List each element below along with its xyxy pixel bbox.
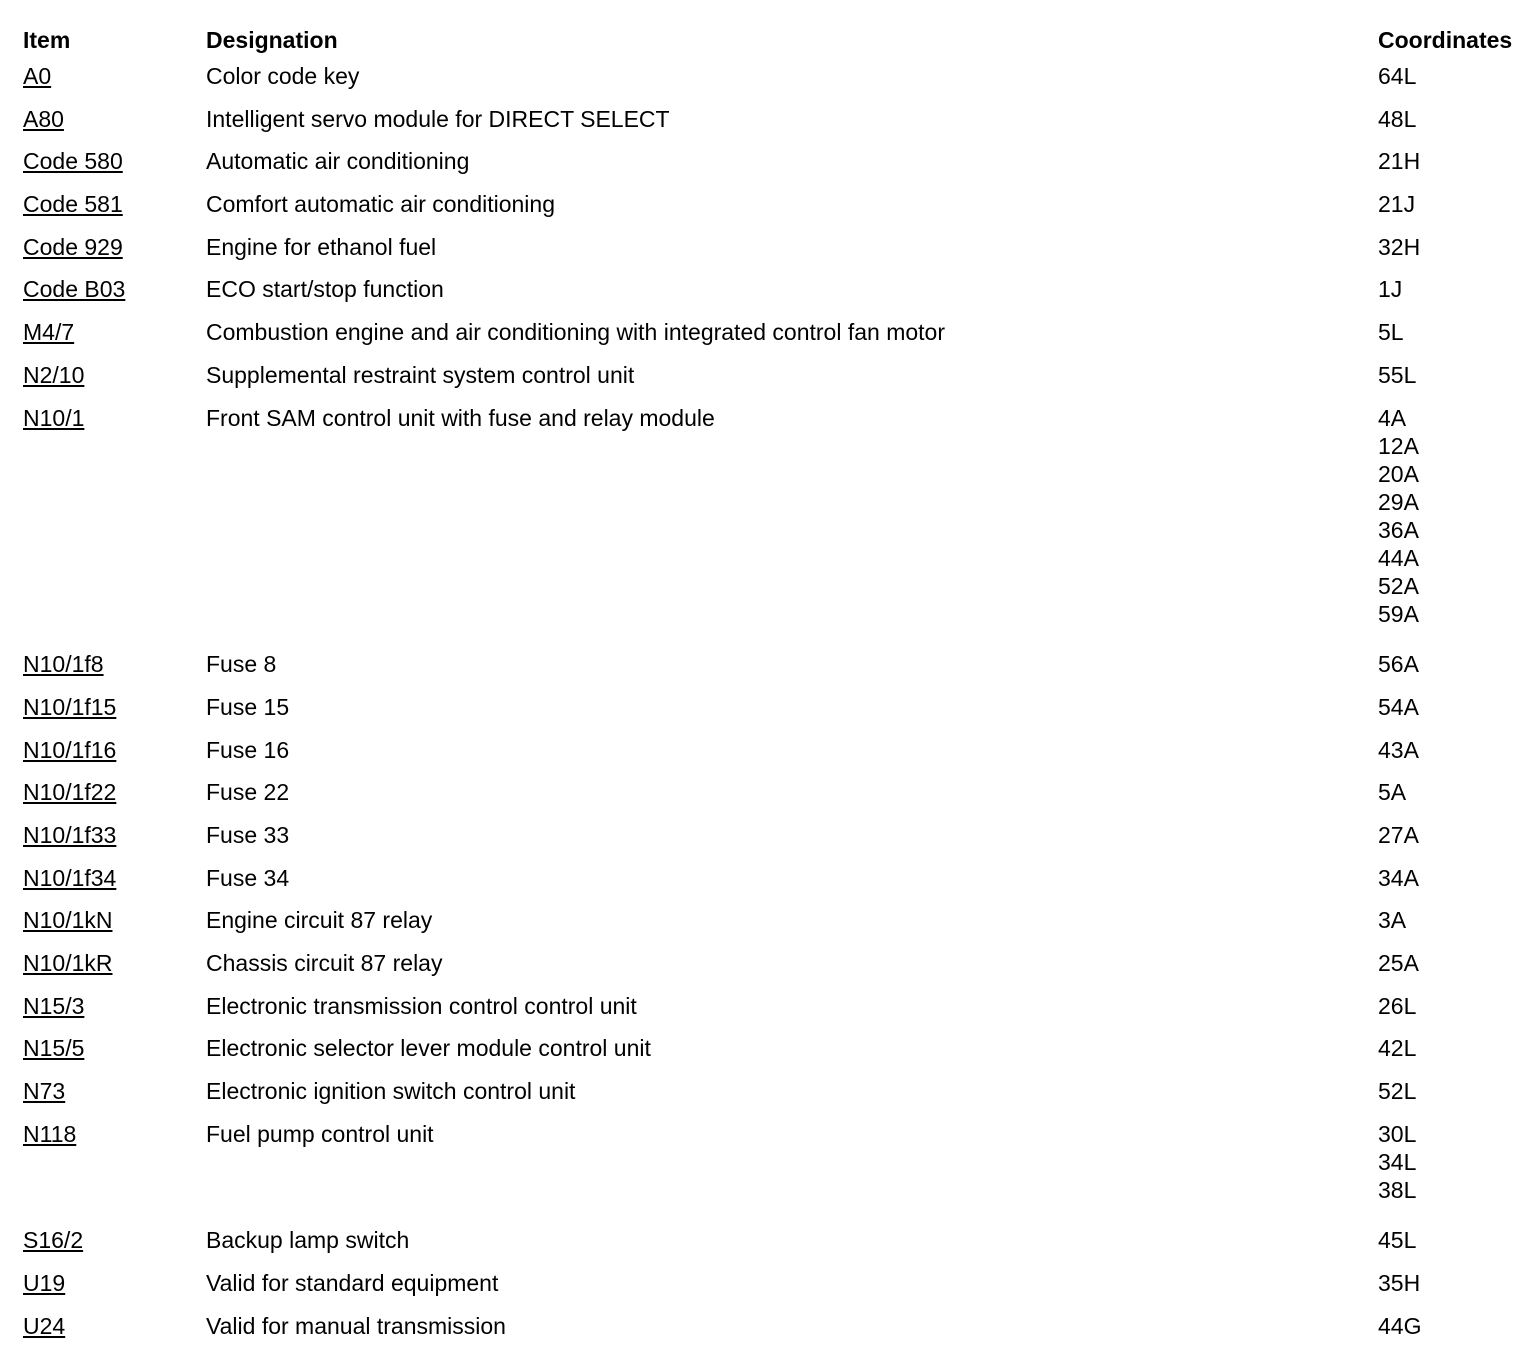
table-row (23, 186, 1528, 229)
designation-cell: ECO start/stop function (206, 276, 444, 303)
coordinate-value: 54A (1378, 693, 1419, 720)
item-cell (23, 864, 206, 892)
item-link[interactable]: Code B03 (23, 276, 126, 303)
designation-cell: Front SAM control unit with fuse and relay module (206, 404, 715, 431)
coordinate-value: 32H (1378, 233, 1421, 260)
table-row (23, 1308, 1528, 1351)
item-cell (23, 1269, 206, 1297)
designation-cell: Electronic ignition switch control unit (206, 1078, 576, 1105)
coordinates-cell (1378, 992, 1528, 1020)
table-row (23, 143, 1528, 186)
table-body (23, 58, 1528, 1351)
table-row (23, 1265, 1528, 1308)
coordinate-value: 1J (1378, 276, 1403, 303)
coordinates-cell (1378, 318, 1528, 346)
item-cell (23, 105, 206, 133)
designation-cell: Electronic transmission control control unit (206, 992, 637, 1019)
coordinate-value: 21J (1378, 191, 1416, 218)
item-cell (23, 233, 206, 261)
item-cell (23, 821, 206, 849)
item-cell (23, 1312, 206, 1340)
table-row (23, 689, 1528, 732)
designation-cell: Valid for manual transmission (206, 1312, 506, 1339)
item-cell (23, 1077, 206, 1105)
coordinate-value: 5A (1378, 779, 1407, 806)
item-link[interactable]: N10/1f33 (23, 821, 117, 848)
table-row (23, 314, 1528, 357)
table-row (23, 988, 1528, 1031)
designation-cell: Supplemental restraint system control unit (206, 361, 635, 388)
coordinate-value: 44G (1378, 1312, 1422, 1339)
table-row (23, 58, 1528, 101)
table-row (23, 357, 1528, 400)
table-row (23, 774, 1528, 817)
item-cell (23, 1034, 206, 1062)
item-cell (23, 62, 206, 90)
coordinate-value: 12A (1378, 432, 1419, 459)
item-link[interactable]: N2/10 (23, 361, 85, 388)
coordinates-cell (1378, 404, 1528, 628)
coordinate-value: 43A (1378, 736, 1419, 763)
coordinate-value: 3A (1378, 907, 1407, 934)
coordinate-value: 26L (1378, 992, 1417, 1019)
coordinate-value: 38L (1378, 1176, 1417, 1203)
coordinate-value: 44A (1378, 544, 1419, 571)
designation-cell: Fuse 22 (206, 779, 290, 806)
designation-cell: Fuse 8 (206, 651, 277, 678)
designation-cell: Engine circuit 87 relay (206, 907, 433, 934)
designation-cell: Backup lamp switch (206, 1227, 410, 1254)
item-link[interactable]: A0 (23, 63, 52, 89)
coordinates-cell (1378, 62, 1528, 90)
coordinate-value: 34A (1378, 864, 1419, 891)
item-link[interactable]: Code 929 (23, 233, 123, 260)
item-link[interactable]: N10/1f8 (23, 651, 104, 678)
table-row (23, 646, 1528, 689)
table-row (23, 860, 1528, 903)
coordinates-cell (1378, 736, 1528, 764)
header-item: Item (23, 26, 71, 53)
item-cell (23, 736, 206, 764)
table-row (23, 1073, 1528, 1116)
item-cell (23, 1120, 206, 1148)
table-row (23, 101, 1528, 144)
designation-cell: Fuel pump control unit (206, 1120, 434, 1147)
item-link[interactable]: Code 581 (23, 191, 123, 218)
coordinates-cell (1378, 1226, 1528, 1254)
coordinate-value: 35H (1378, 1270, 1421, 1297)
item-link[interactable]: U19 (23, 1270, 66, 1297)
designation-cell: Fuse 15 (206, 693, 290, 720)
table-row (23, 1030, 1528, 1073)
coordinate-value: 52A (1378, 572, 1419, 599)
header-row (23, 22, 1528, 58)
item-cell (23, 949, 206, 977)
coordinates-cell (1378, 105, 1528, 133)
item-cell (23, 318, 206, 346)
coordinates-cell (1378, 1312, 1528, 1340)
table-row (23, 817, 1528, 860)
item-link[interactable]: M4/7 (23, 319, 75, 346)
coordinate-value: 42L (1378, 1035, 1417, 1062)
coordinate-value: 27A (1378, 821, 1419, 848)
coordinate-value: 59A (1378, 600, 1419, 627)
coordinates-cell (1378, 233, 1528, 261)
item-link[interactable]: N10/1f15 (23, 693, 117, 720)
item-cell (23, 992, 206, 1020)
item-link[interactable]: N15/5 (23, 1035, 85, 1062)
item-cell (23, 147, 206, 175)
coordinate-value: 34L (1378, 1148, 1417, 1175)
item-cell (23, 906, 206, 934)
header-designation: Designation (206, 26, 338, 53)
legend-table (23, 22, 1528, 1351)
coordinates-cell (1378, 778, 1528, 806)
item-link[interactable]: N15/3 (23, 992, 85, 1019)
coordinate-value: 21H (1378, 148, 1421, 175)
coordinate-value: 25A (1378, 950, 1419, 976)
coordinate-value: 55L (1378, 361, 1417, 388)
item-cell (23, 778, 206, 806)
coordinates-cell (1378, 361, 1528, 389)
item-link[interactable]: N10/1 (23, 404, 85, 431)
coordinate-value: 52L (1378, 1078, 1417, 1105)
table-row (23, 1222, 1528, 1265)
table-row (23, 945, 1528, 988)
designation-cell: Comfort automatic air conditioning (206, 191, 555, 218)
item-link[interactable]: Code 580 (23, 148, 123, 175)
coordinate-value: 5L (1378, 319, 1404, 346)
coordinates-cell (1378, 1077, 1528, 1105)
coordinate-value: 45L (1378, 1227, 1417, 1254)
coordinates-cell (1378, 650, 1528, 678)
item-link[interactable]: N10/1kN (23, 907, 113, 934)
designation-cell: Automatic air conditioning (206, 148, 470, 175)
coordinate-value: 56A (1378, 651, 1419, 678)
item-link[interactable]: N10/1f34 (23, 864, 117, 891)
item-cell (23, 650, 206, 678)
table-row (23, 902, 1528, 945)
coordinates-cell (1378, 864, 1528, 892)
coordinates-cell (1378, 1034, 1528, 1062)
coordinates-cell (1378, 693, 1528, 721)
item-cell (23, 693, 206, 721)
designation-cell: Chassis circuit 87 relay (206, 950, 443, 976)
table-row (23, 400, 1528, 647)
table-row (23, 271, 1528, 314)
coordinate-value: 20A (1378, 460, 1419, 487)
coordinates-cell (1378, 821, 1528, 849)
table-row (23, 1116, 1528, 1223)
designation-cell: Fuse 33 (206, 821, 290, 848)
item-link[interactable]: U24 (23, 1312, 66, 1339)
coordinate-value: 30L (1378, 1120, 1417, 1147)
designation-cell: Fuse 16 (206, 736, 290, 763)
item-link[interactable]: A80 (23, 105, 64, 132)
coordinate-value: 64L (1378, 63, 1417, 89)
coordinates-cell (1378, 1269, 1528, 1297)
designation-cell: Combustion engine and air conditioning with integrated control fan motor (206, 319, 945, 346)
item-cell (23, 361, 206, 389)
designation-cell: Valid for standard equipment (206, 1270, 499, 1297)
item-link[interactable]: S16/2 (23, 1227, 84, 1254)
item-link[interactable]: N10/1f16 (23, 736, 117, 763)
designation-cell: Intelligent servo module for DIRECT SELECT (206, 105, 670, 132)
designation-cell: Electronic selector lever module control unit (206, 1035, 651, 1062)
coordinate-value: 29A (1378, 488, 1419, 515)
coordinate-value: 48L (1378, 105, 1417, 132)
item-cell (23, 404, 206, 432)
item-cell (23, 275, 206, 303)
coordinate-value: 4A (1378, 404, 1407, 431)
item-link[interactable]: N118 (23, 1120, 77, 1147)
item-link[interactable]: N10/1kR (23, 950, 113, 976)
item-link[interactable]: N73 (23, 1078, 66, 1105)
table-row (23, 732, 1528, 775)
header-coordinates: Coordinates (1378, 26, 1513, 53)
designation-cell: Fuse 34 (206, 864, 290, 891)
item-link[interactable]: N10/1f22 (23, 779, 117, 806)
designation-cell: Engine for ethanol fuel (206, 233, 437, 260)
coordinates-cell (1378, 906, 1528, 934)
item-cell (23, 190, 206, 218)
coordinates-cell (1378, 1120, 1528, 1204)
table-row (23, 229, 1528, 272)
coordinates-cell (1378, 147, 1528, 175)
coordinates-cell (1378, 275, 1528, 303)
coordinates-cell (1378, 949, 1528, 977)
coordinate-value: 36A (1378, 516, 1419, 543)
coordinates-cell (1378, 190, 1528, 218)
designation-cell: Color code key (206, 63, 360, 89)
item-cell (23, 1226, 206, 1254)
